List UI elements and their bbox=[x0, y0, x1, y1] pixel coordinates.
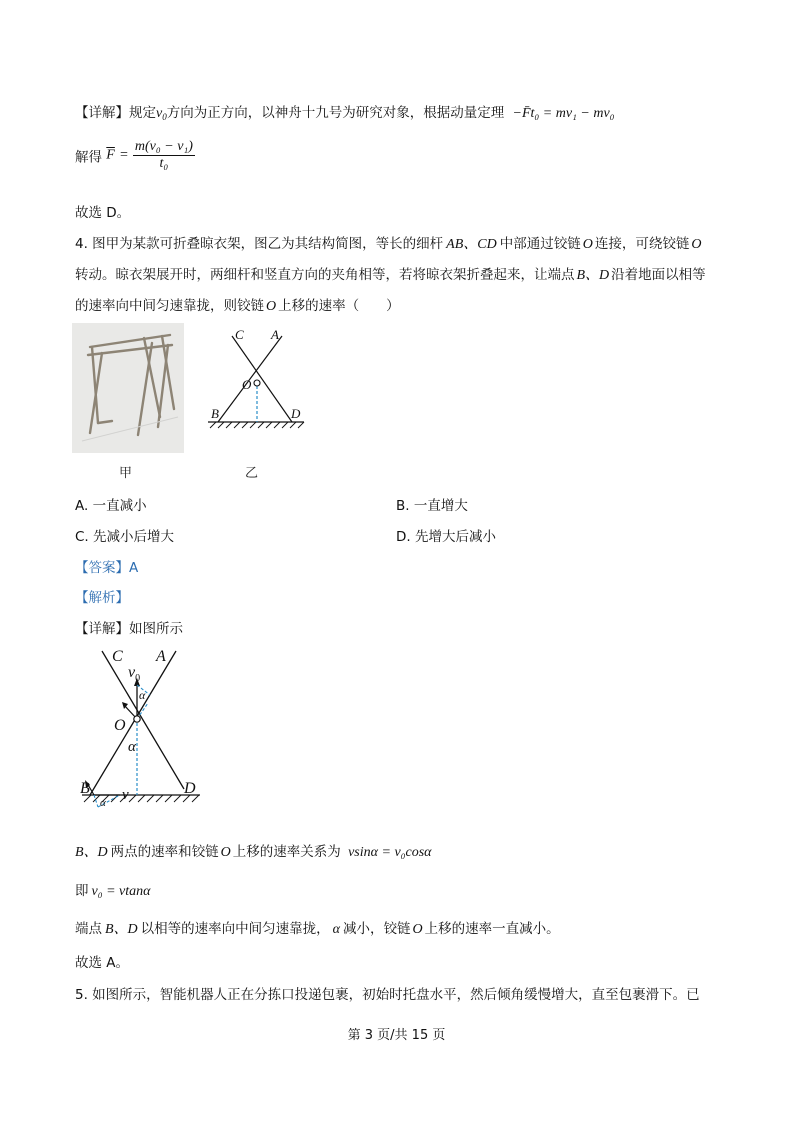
text: 方向为正方向，以神舟十九号为研究对象，根据动量定理 bbox=[166, 105, 505, 121]
clothes-rack-photo bbox=[72, 323, 184, 453]
label-alpha-bottom: α bbox=[100, 797, 106, 809]
label-d: D bbox=[184, 780, 196, 797]
caption-jia: 甲 bbox=[119, 466, 133, 481]
hinge-o bbox=[254, 380, 260, 386]
solve-prefix: 解得 bbox=[75, 149, 102, 166]
relation-line: B、D 两点的速率和铰链 O 上移的速率关系为 vsinα = v₀cosα bbox=[75, 844, 432, 860]
answer-line: 【答案】A bbox=[75, 560, 139, 576]
hinge-o bbox=[134, 716, 140, 722]
fraction-numerator: m(v₀ − v₁) bbox=[134, 139, 193, 154]
rod-cd bbox=[232, 336, 292, 422]
label-o: O bbox=[242, 377, 252, 392]
label-d: D bbox=[291, 406, 301, 421]
label-v: v bbox=[122, 787, 129, 803]
detail-2: 【详解】如图所示 bbox=[75, 621, 183, 637]
label-a: A bbox=[271, 327, 279, 342]
detail-line-1 bbox=[75, 101, 615, 122]
clothes-rack-illustration bbox=[72, 323, 184, 453]
choose-d: 故选 D。 bbox=[75, 205, 131, 221]
label-c: C bbox=[235, 327, 244, 342]
force-fraction bbox=[133, 139, 195, 172]
analysis-label: 【解析】 bbox=[75, 590, 129, 606]
momentum-equation: −F̄t₀ = mv₁ − mv₀ bbox=[512, 106, 615, 121]
option-a: A. 一直减小 bbox=[75, 498, 147, 514]
label-b: B bbox=[211, 406, 219, 421]
label-c: C bbox=[112, 648, 123, 665]
q4-line-1: 4. 图甲为某款可折叠晾衣架，图乙为其结构简图，等长的细杆 AB、CD 中部通过铰链 O 连接，可绕铰链 O bbox=[75, 236, 702, 252]
label-alpha-top: α bbox=[139, 688, 146, 702]
caption-yi: 乙 bbox=[245, 466, 259, 481]
option-d: D. 先增大后减小 bbox=[396, 529, 496, 545]
bd-symbol: B、D bbox=[75, 845, 108, 860]
o-symbol: O bbox=[266, 299, 277, 314]
option-c: C. 先减小后增大 bbox=[75, 529, 175, 545]
page-footer: 第 3 页/共 15 页 bbox=[347, 1028, 446, 1043]
label-v0: $v_0$ bbox=[128, 664, 141, 684]
solve-line: 解得 $\overline{F}$ = $\frac{\text{m(v₀ − v₁)}}{\text{t₀}}$ bbox=[75, 139, 193, 171]
detail-label: 【详解】 bbox=[75, 105, 129, 121]
o-symbol: O bbox=[691, 237, 702, 252]
q5-line-1: 5. 如图所示，智能机器人正在分拣口投递包裹，初始时托盘水平，然后倾角缓慢增大，直至包裹滑下。已 bbox=[75, 987, 700, 1003]
o-symbol: O bbox=[582, 237, 593, 252]
label-a: A bbox=[156, 648, 166, 665]
ground-hatch bbox=[210, 422, 304, 428]
bd-symbol: B、D bbox=[105, 922, 138, 937]
relation-equation: vsinα = v₀cosα bbox=[348, 845, 432, 860]
velocity-diagram bbox=[76, 645, 206, 825]
o-symbol: O bbox=[220, 845, 231, 860]
text: 规定 bbox=[129, 105, 156, 121]
label-alpha-mid: α bbox=[128, 739, 136, 755]
ji-line: 即 v₀ = vtanα bbox=[75, 883, 151, 899]
bd-symbol: B、D bbox=[576, 268, 610, 283]
choose-a: 故选 A。 bbox=[75, 955, 130, 971]
q4-line-2: 转动。晾衣架展开时，两细杆和竖直方向的夹角相等，若将晾衣架折叠起来，让端点 B、D 沿着地面以相等 bbox=[75, 267, 706, 283]
option-b: B. 一直增大 bbox=[396, 498, 468, 514]
rod-labels: AB、CD bbox=[446, 237, 497, 252]
label-o: O bbox=[114, 717, 126, 734]
alpha-symbol: α bbox=[332, 922, 341, 937]
o-symbol: O bbox=[412, 922, 423, 937]
ji-equation: v₀ = vtanα bbox=[91, 884, 151, 899]
label-b: B bbox=[80, 780, 90, 797]
v0-symbol: $v_0$ bbox=[156, 106, 167, 122]
q4-line-3: 的速率向中间匀速靠拢，则铰链 O 上移的速率（ ） bbox=[75, 298, 400, 314]
conclusion-line: 端点 B、D 以相等的速率向中间匀速靠拢， α 减小，铰链 O 上移的速率一直减小。 bbox=[75, 921, 560, 937]
fraction-denominator: t₀ bbox=[159, 156, 169, 171]
force-symbol: $\overline{F}$ bbox=[106, 147, 115, 163]
structure-diagram bbox=[200, 322, 312, 452]
